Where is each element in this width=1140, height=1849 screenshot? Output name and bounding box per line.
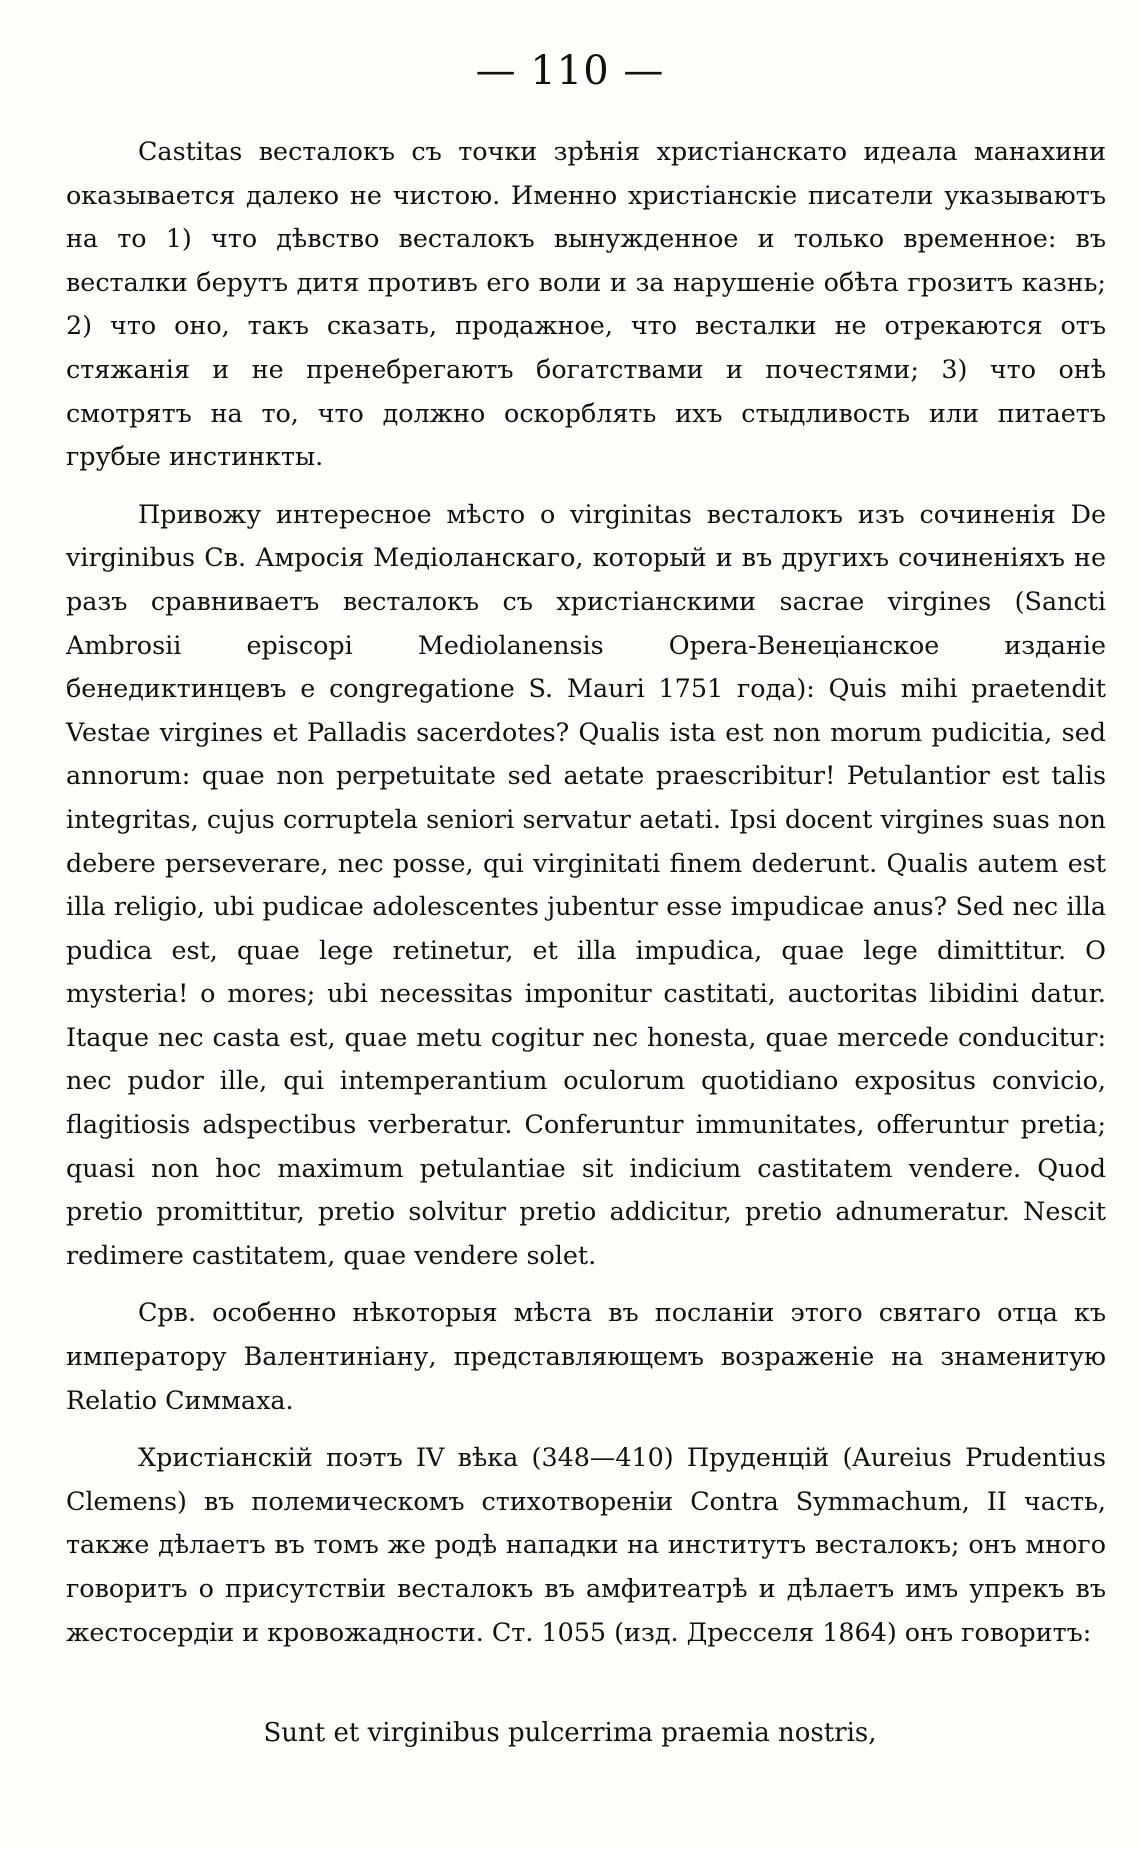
paragraph-prudentius: Христіанскій поэтъ IV вѣка (348—410) Пруденцій (Aureius Prudentius Clemens) въ полемическомъ стихотвореніи Contra Symmachum, II часть, также дѣлаетъ въ томъ же родѣ нападки на институтъ весталокъ; онъ много говоритъ о присутствіи весталокъ въ амфитеатрѣ и дѣлаетъ имъ упрекъ въ жестосердіи и кровожадности. Ст. 1055 (изд. Дресселя 1864) онъ говоритъ:	[66, 1442, 1106, 1647]
body-text	[66, 130, 1106, 1668]
verse-line: Sunt et virginibus pulcerrima praemia nostris,	[263, 1718, 877, 1748]
paragraph-ambrose-quote: Привожу интересное мѣсто о virginitas весталокъ изъ сочиненія De virginibus Св. Амросія Медіоланскаго, который и въ другихъ сочиненіяхъ не разъ сравниваетъ весталокъ съ христіанскими sacrae virgines (Sancti Ambrosii episcopi Mediolanensis Opera-Венеціанское изданіе бенедиктинцевъ e congregatione S. Mauri 1751 года): Quis mihi praetendit Vestae virgines et Palladis sacerdotes? Qualis ista est non morum pudicitia, sed annorum: quae non perpetuitate sed aetate praescribitur! Petulantior est talis integritas, cujus corruptela seniori servatur aetati. Ipsi docent virgines suas non debere perseverare, nec posse, qui virginitati finem dederunt. Qualis autem est illa religio, ubi pudicae adolescentes jubentur esse impudicae anus? Sed nec illa pudica est, quae lege retinetur, et illa impudica, quae lege dimittitur. O mysteria! o mores; ubi necessitas imponitur castitati, auctoritas libidini datur. Itaque nec casta est, quae metu cogitur nec honesta, quae mercede conducitur: nec pudor ille, qui intemperantium oculorum quotidiano expositus convicio, flagitiosis adspectibus verberatur. Conferuntur immunitates, offeruntur pretia; quasi non hoc maximum petulantiae sit indicium castitatem vendere. Quod pretio promittitur, pretio solvitur pretio addicitur, pretio adnumeratur. Nescit redimere castitatem, quae vendere solet.	[66, 498, 1106, 1270]
paragraph-valentinian-letter: Срв. особенно нѣкоторыя мѣста въ посланіи этого святаго отца къ императору Валентиніану, представляющемъ возраженіе на знаменитую Relatio Симмаха.	[66, 1297, 1106, 1415]
page-number: — 110 —	[475, 48, 665, 94]
paragraph-castitas: Castitas весталокъ съ точки зрѣнія христіанскато идеала манахини оказывается далеко не чистою. Именно христіанскіе писатели указываютъ на то 1) что дѣвство весталокъ вынужденное и только временное: въ весталки берутъ дитя противъ его воли и за нарушеніе обѣта грозитъ казнь; 2) что оно, такъ сказать, продажное, что весталки не отрекаются отъ стяжанія и не пренебрегаютъ богатствами и почестями; 3) что онѣ смотрятъ на то, что должно оскорблять ихъ стыдливость или питаетъ грубые инстинкты.	[66, 136, 1106, 472]
